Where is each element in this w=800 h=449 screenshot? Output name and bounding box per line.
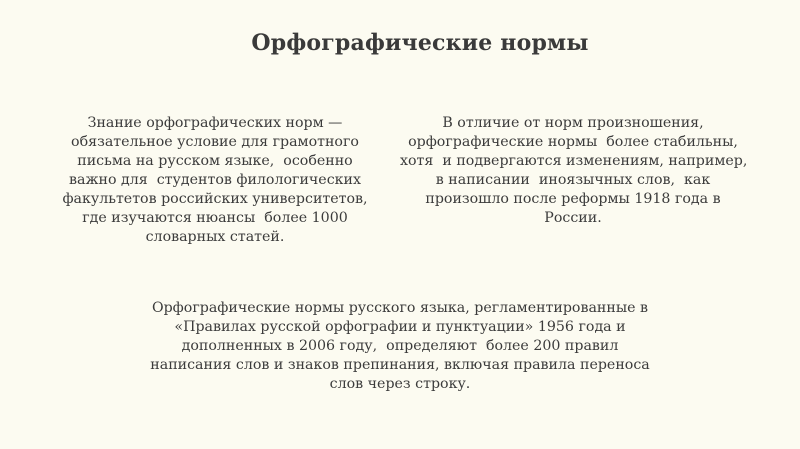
text-line: факультетов российских университетов,: [62, 191, 368, 207]
text-line: важно для студентов филологических: [69, 172, 361, 188]
text-line: письма на русском языке, особенно: [77, 153, 353, 169]
text-line: написания слов и знаков препинания, включая правила переноса: [150, 357, 650, 373]
text-line: произошло после реформы 1918 года в: [425, 191, 721, 207]
text-line: орфографические нормы более стабильны,: [408, 134, 738, 150]
left-paragraph: [40, 114, 390, 247]
text-line: В отличие от норм произношения,: [442, 115, 704, 131]
right-paragraph: [400, 114, 746, 228]
text-line: где изучаются нюансы более 1000: [82, 210, 348, 226]
text-line: Орфографические нормы русского языка, регламентированные в: [151, 300, 649, 316]
text-line: в написании иноязычных слов, как: [435, 172, 711, 188]
text-line: словарных статей.: [145, 229, 285, 245]
bottom-paragraph: [120, 299, 680, 394]
text-line: дополненных в 2006 году, определяют более 200 правил: [181, 338, 619, 354]
text-line: «Правилах русской орфографии и пунктуации» 1956 года и: [174, 319, 626, 335]
text-line: хотя и подвергаются изменениям, например,: [400, 153, 748, 169]
text-line: обязательное условие для грамотного: [71, 134, 359, 150]
slide-title: Орфографические нормы: [251, 30, 589, 56]
text-line: слов через строку.: [329, 376, 471, 392]
text-line: Знание орфографических норм —: [87, 115, 343, 131]
text-line: России.: [544, 210, 602, 226]
